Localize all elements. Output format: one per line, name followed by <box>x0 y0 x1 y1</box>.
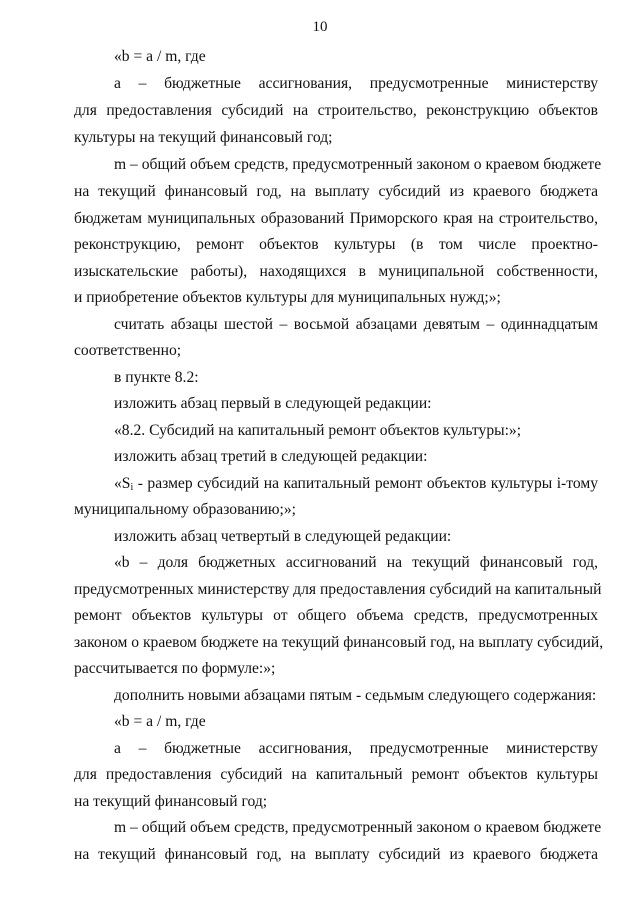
text-line: муниципальному образованию;»; <box>74 501 296 518</box>
text-line: изложить абзац четвертый в следующей редакции: <box>114 528 452 545</box>
text-line: m – общий объем средств, предусмотренный законом о краевом бюджете <box>114 819 602 836</box>
text-line: ремонт объектов культуры от общего объема средств, предусмотренных <box>74 607 598 624</box>
text-line <box>114 475 598 493</box>
page-number: 10 <box>312 19 328 35</box>
text-line: дополнить новыми абзацами пятым - седьмым следующего содержания: <box>114 687 597 704</box>
text-line: считать абзацы шестой – восьмой абзацами девятым – одиннадцатым <box>114 316 598 333</box>
text-line: на текущий финансовый год; <box>74 793 268 810</box>
text-line: изыскательские работы), находящихся в муниципальной собственности, <box>74 263 598 280</box>
text-line: в пункте 8.2: <box>114 369 199 386</box>
subscript: i <box>130 482 134 493</box>
text-line: а – бюджетные ассигнования, предусмотренные министерству <box>114 740 598 757</box>
text-line: реконструкцию, ремонт объектов культуры (в том числе проектно- <box>74 236 598 253</box>
text-line: и приобретение объектов культуры для муниципальных нужд;»; <box>74 289 501 306</box>
text-line: «b = a / m, где <box>114 713 206 730</box>
text-line: на текущий финансовый год, на выплату субсидий из краевого бюджета <box>74 183 598 200</box>
text-line: культуры на текущий финансовый год; <box>74 129 333 146</box>
text-line: «b – доля бюджетных ассигнований на текущий финансовый год, <box>114 554 598 571</box>
text-line: соответственно; <box>74 342 182 359</box>
text-segment: «S <box>114 475 131 492</box>
text-segment: - размер субсидий на капитальный ремонт объектов культуры i-тому <box>133 475 598 492</box>
text-line: для предоставления субсидий на строительство, реконструкцию объектов <box>74 102 598 119</box>
text-line: «b = a / m, где <box>114 48 206 65</box>
text-line: законом о краевом бюджете на текущий финансовый год, на выплату субсидий, <box>74 634 604 651</box>
text-line: бюджетам муниципальных образований Приморского края на строительство, <box>74 210 598 227</box>
text-line: изложить абзац первый в следующей редакции: <box>114 395 432 412</box>
text-line: изложить абзац третий в следующей редакции: <box>114 448 428 465</box>
text-line: для предоставления субсидий на капитальный ремонт объектов культуры <box>74 766 598 783</box>
text-line: рассчитывается по формуле:»; <box>74 660 276 677</box>
text-line: а – бюджетные ассигнования, предусмотренные министерству <box>114 75 598 92</box>
text-line: предусмотренных министерству для предоставления субсидий на капитальный <box>74 581 602 598</box>
text-line: «8.2. Субсидий на капитальный ремонт объектов культуры:»; <box>114 422 522 439</box>
text-line: m – общий объем средств, предусмотренный законом о краевом бюджете <box>114 156 602 173</box>
text-line: на текущий финансовый год, на выплату субсидий из краевого бюджета <box>74 846 598 863</box>
